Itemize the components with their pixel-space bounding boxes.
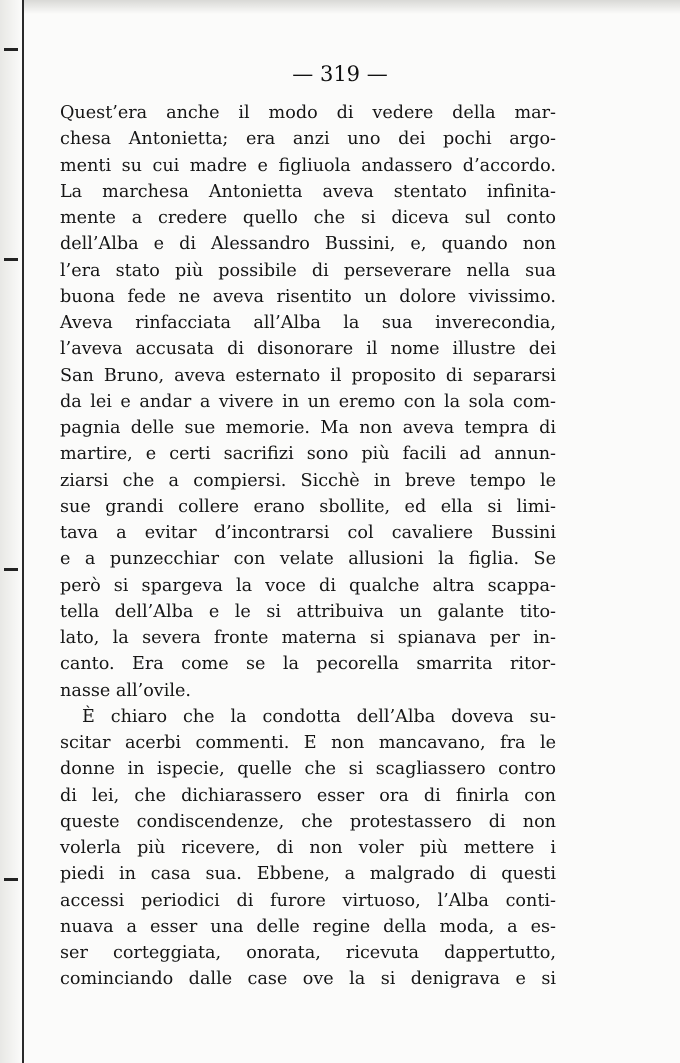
text-line: martire, e certi sacrifizi sono più facili ad annun- xyxy=(60,444,556,465)
text-line: di lei, che dichiarassero esser ora di finirla con xyxy=(60,785,556,806)
text-line: volerla più ricevere, di non voler più mettere i xyxy=(60,838,556,858)
text-line: Aveva rinfacciata all’Alba la sua inverecondia, xyxy=(60,313,556,333)
edge-mark xyxy=(4,48,18,51)
text-line: menti su cui madre e figliuola andassero d’accordo. xyxy=(60,155,556,176)
text-line: l’aveva accusata di disonorare il nome illustre dei xyxy=(60,339,556,360)
text-line: ser corteggiata, onorata, ricevuta dappertutto, xyxy=(60,943,556,963)
text-line: buona fede ne aveva risentito un dolore vivissimo. xyxy=(60,286,556,307)
text-line: l’era stato più possibile di perseverare nella sua xyxy=(60,260,556,281)
text-line: dell’Alba e di Alessandro Bussini, e, quando non xyxy=(60,234,556,255)
text-line: accessi periodici di furore virtuoso, l’Alba conti- xyxy=(60,890,556,911)
page-number: — 319 — xyxy=(292,62,388,86)
text-line: pagnia delle sue memorie. Ma non aveva tempra di xyxy=(60,418,556,438)
text-line: mente a credere quello che si diceva sul conto xyxy=(60,208,556,228)
edge-mark xyxy=(4,258,18,261)
text-line: ziarsi che a compiersi. Sicchè in breve tempo le xyxy=(60,470,556,491)
text-line: però si spargeva la voce di qualche altra scappa- xyxy=(60,575,556,596)
text-line: lato, la severa fronte materna si spianava per in- xyxy=(60,628,556,648)
page-binding-edge xyxy=(0,0,24,1063)
text-line: tava a evitar d’incontrarsi col cavaliere Bussini xyxy=(60,523,556,543)
text-line: e a punzecchiar con velate allusioni la figlia. Se xyxy=(60,549,556,570)
text-line: canto. Era come se la pecorella smarrita ritor- xyxy=(60,654,556,675)
text-line: scitar acerbi commenti. E non mancavano, fra le xyxy=(60,733,556,753)
text-line: queste condiscendenze, che protestassero di non xyxy=(60,811,556,832)
text-line: Quest’era anche il modo di vedere della mar- xyxy=(60,103,556,123)
text-line: cominciando dalle case ove la si denigrava e si xyxy=(60,969,556,990)
text-line: sue grandi collere erano sbollite, ed ella si limi- xyxy=(60,496,556,517)
text-line: nasse all’ovile. xyxy=(60,680,192,701)
text-line: chesa Antonietta; era anzi uno dei pochi argo- xyxy=(60,129,556,150)
text-line: tella dell’Alba e le si attribuiva un galante tito- xyxy=(60,601,556,622)
text-line: da lei e andar a vivere in un eremo con la sola com- xyxy=(60,391,556,412)
body-text xyxy=(60,100,556,993)
text-line: piedi in casa sua. Ebbene, a malgrado di questi xyxy=(60,864,556,885)
page-top-shadow xyxy=(0,0,680,14)
text-line: nuava a esser una delle regine della moda, a es- xyxy=(60,916,556,937)
text-line: donne in ispecie, quelle che si scagliassero contro xyxy=(60,759,556,780)
edge-mark xyxy=(4,568,18,571)
paragraph-start-line: È chiaro che la condotta dell’Alba doveva su- xyxy=(82,706,556,727)
text-line: San Bruno, aveva esternato il proposito di separarsi xyxy=(60,365,556,386)
edge-mark xyxy=(4,878,18,881)
text-line: La marchesa Antonietta aveva stentato infinita- xyxy=(60,181,556,202)
